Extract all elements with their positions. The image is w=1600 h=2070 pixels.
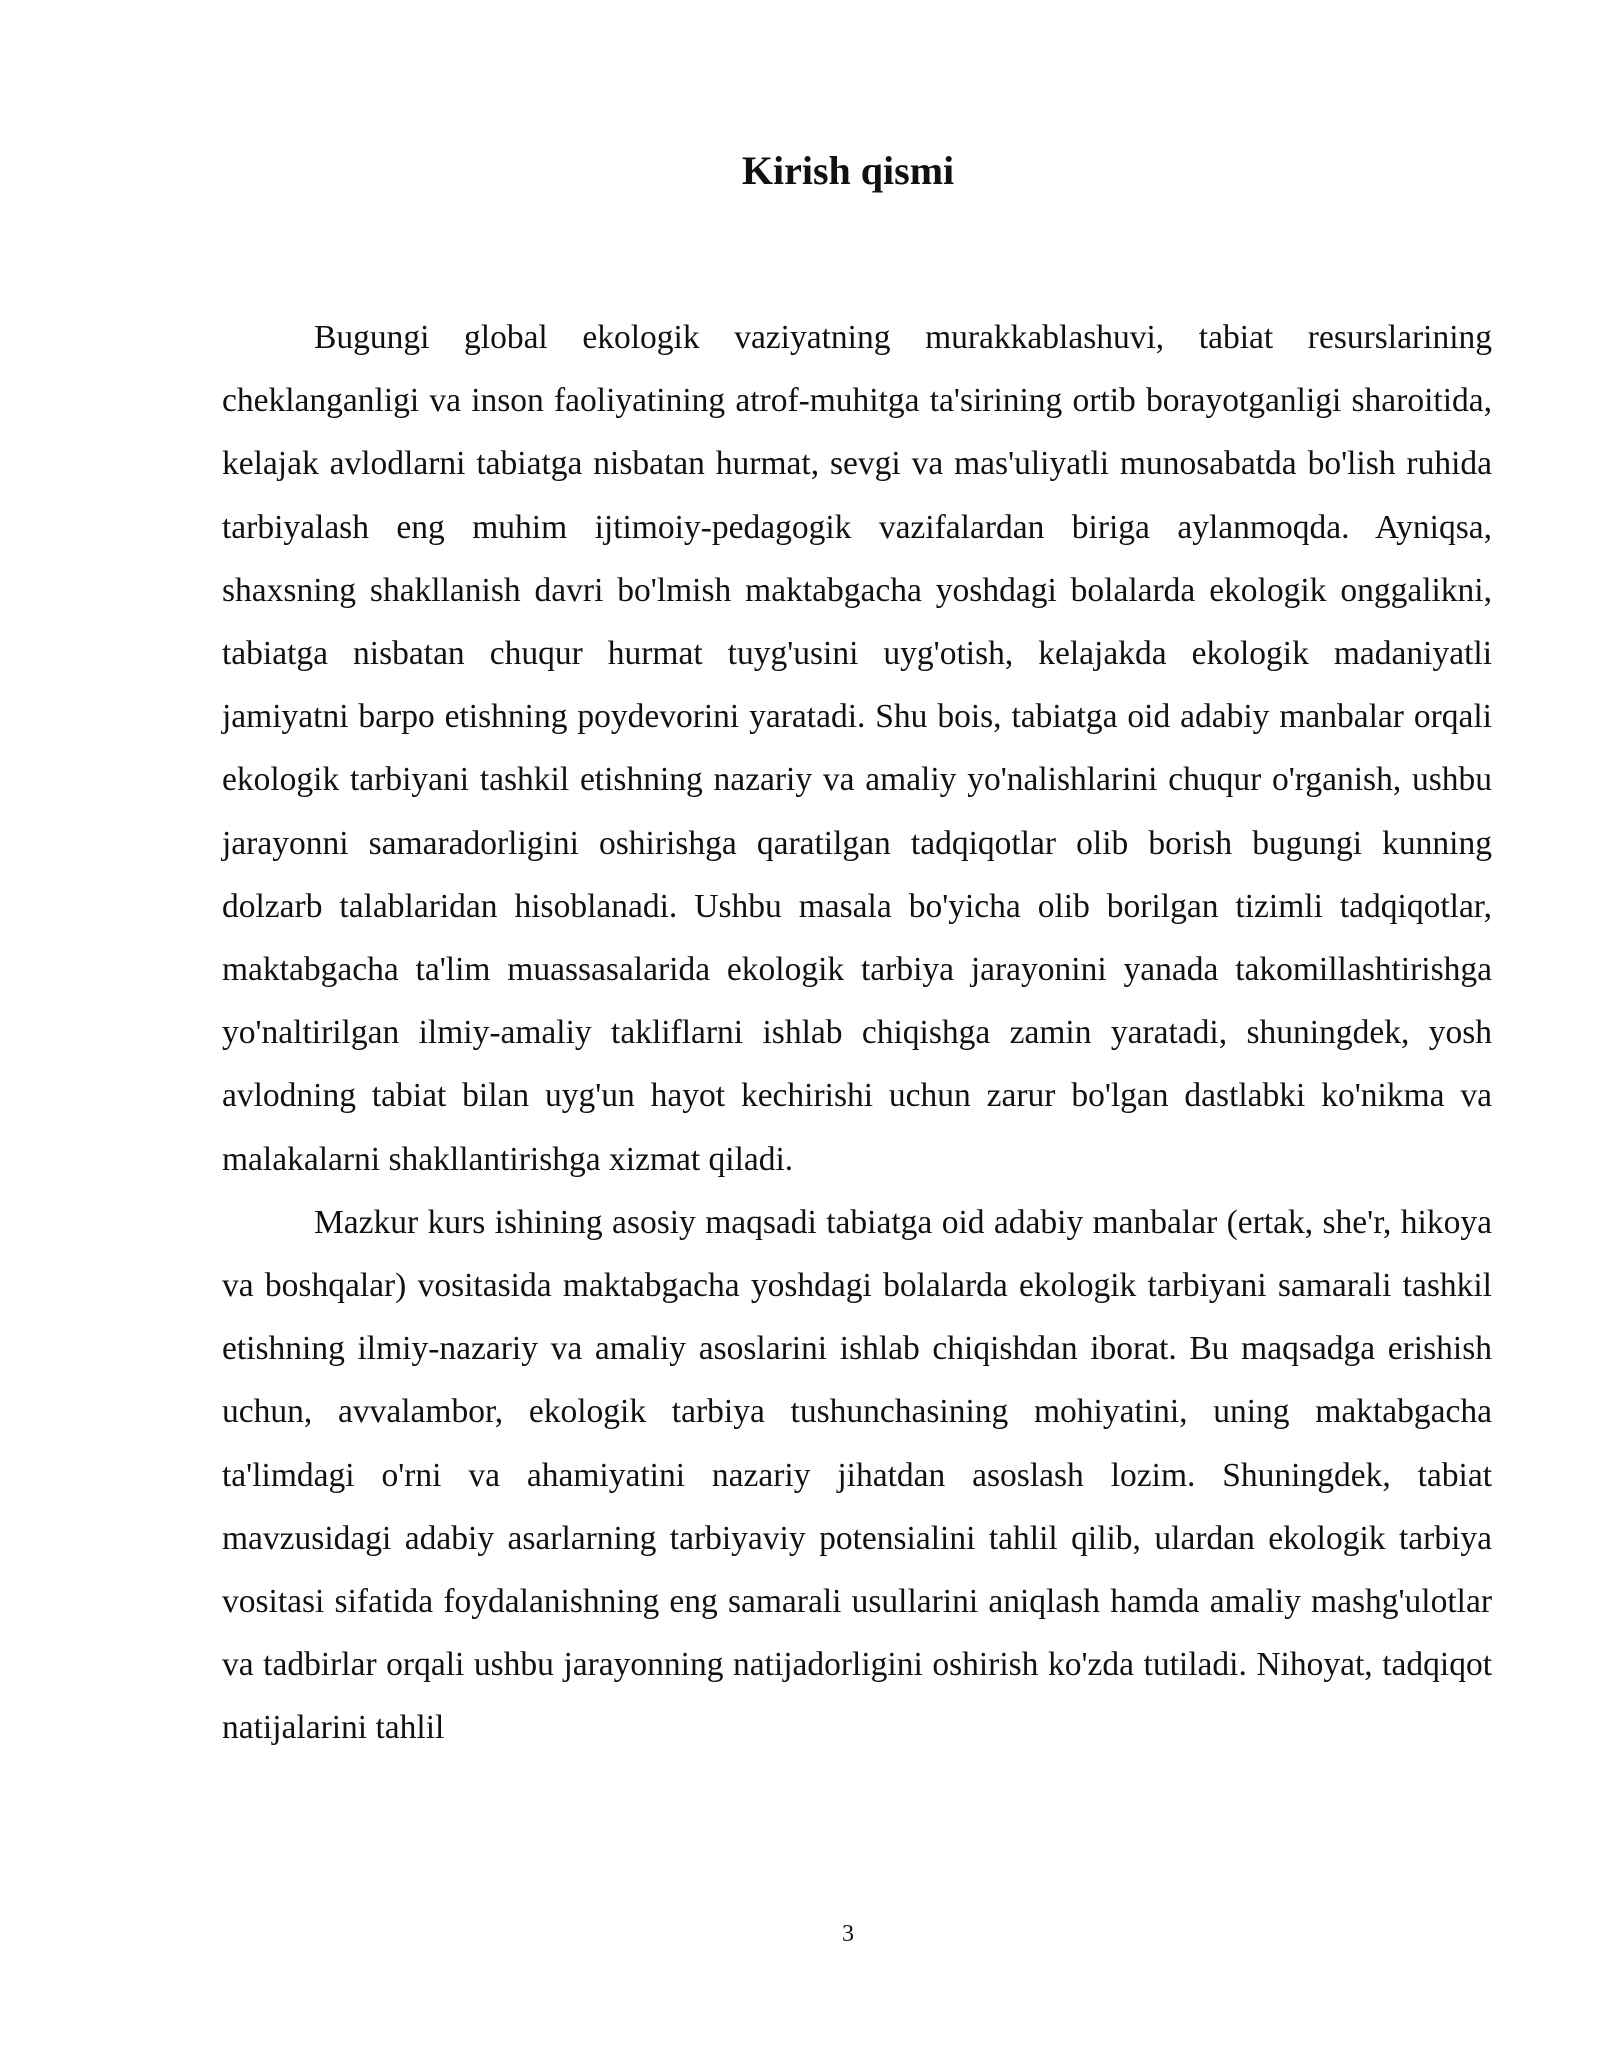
body-text [222, 306, 1492, 1760]
paragraph-introduction: Bugungi global ekologik vaziyatning murakkablashuvi, tabiat resurslarining cheklanganligi va inson faoliyatining atrof-muhitga ta'sirining ortib borayotganligi sharoitida, kelajak avlodlarni tabiatga nisbatan hurmat, sevgi va mas'uliyatli munosabatda bo'lish ruhida tarbiyalash eng muhim ijtimoiy-pedagogik vazifalardan biriga aylanmoqda. Ayniqsa, shaxsning shakllanish davri bo'lmish maktabgacha yoshdagi bolalarda ekologik onggalikni, tabiatga nisbatan chuqur hurmat tuyg'usini uyg'otish, kelajakda ekologik madaniyatli jamiyatni barpo etishning poydevorini yaratadi. Shu bois, tabiatga oid adabiy manbalar orqali ekologik tarbiyani tashkil etishning nazariy va amaliy yo'nalishlarini chuqur o'rganish, ushbu jarayonni samaradorligini oshirishga qaratilgan tadqiqotlar olib borish bugungi kunning dolzarb talablaridan hisoblanadi. Ushbu masala bo'yicha olib borilgan tizimli tadqiqotlar, maktabgacha ta'lim muassasalarida ekologik tarbiya jarayonini yanada takomillashtirishga yo'naltirilgan ilmiy-amaliy takliflarni ishlab chiqishga zamin yaratadi, shuningdek, yosh avlodning tabiat bilan uyg'un hayot kechirishi uchun zarur bo'lgan dastlabki ko'nikma va malakalarni shakllantirishga xizmat qiladi. [222, 319, 1492, 1178]
page-title: Kirish qismi [741, 148, 955, 193]
page-number: 3 [842, 1921, 854, 1947]
paragraph-goal: Mazkur kurs ishining asosiy maqsadi tabiatga oid adabiy manbalar (ertak, she'r, hikoya va boshqalar) vositasida maktabgacha yoshdagi bolalarda ekologik tarbiyani samarali tashkil etishning ilmiy-nazariy va amaliy asoslarini ishlab chiqishdan iborat. Bu maqsadga erishish uchun, avvalambor, ekologik tarbiya tushunchasining mohiyatini, uning maktabgacha ta'limdagi o'rni va ahamiyatini nazariy jihatdan asoslash lozim. Shuningdek, tabiat mavzusidagi adabiy asarlarning tarbiyaviy potensialini tahlil qilib, ulardan ekologik tarbiya vositasi sifatida foydalanishning eng samarali usullarini aniqlash hamda amaliy mashg'ulotlar va tadbirlar orqali ushbu jarayonning natijadorligini oshirish ko'zda tutiladi. Nihoyat, tadqiqot natijalarini tahlil [222, 1203, 1492, 1747]
